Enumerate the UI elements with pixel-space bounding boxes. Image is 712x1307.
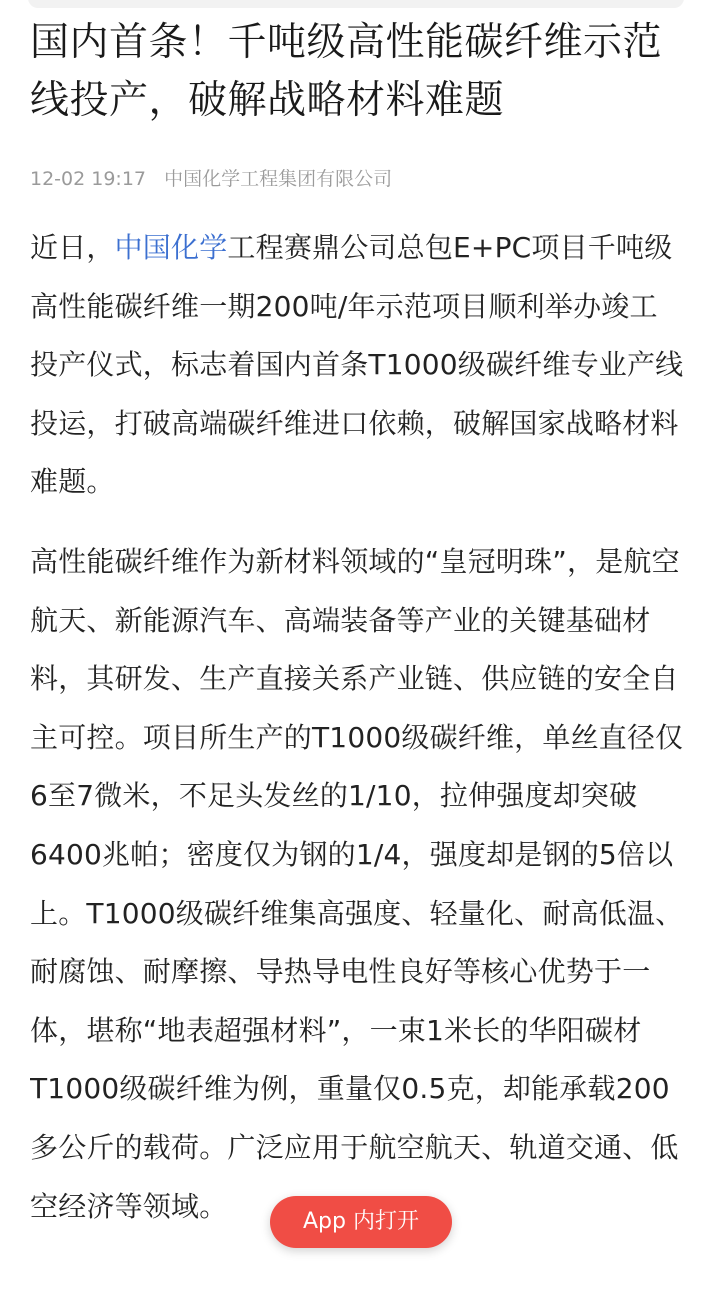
open-in-app-button[interactable]: App 内打开 xyxy=(270,1196,452,1248)
paragraph-1-prefix: 近日， xyxy=(30,231,115,264)
article-meta xyxy=(30,166,684,192)
company-link[interactable]: 中国化学 xyxy=(114,231,228,264)
article-title: 国内首条！千吨级高性能碳纤维示范线投产，破解战略材料难题 xyxy=(30,20,663,123)
paragraph-1 xyxy=(30,219,684,512)
source-name[interactable]: 中国化学工程集团有限公司 xyxy=(164,168,393,190)
publish-time: 12-02 19:17 xyxy=(30,168,147,190)
paragraph-2: 高性能碳纤维作为新材料领域的“皇冠明珠”，是航空航天、新能源汽车、高端装备等产业的关键基础材料，其研发、生产直接关系产业链、供应链的安全自主可控。项目所生产的T1000级碳纤维，单丝直径仅6至7微米，不足头发丝的1/10，拉伸强度却突破6400兆帕；密度仅为钢的1/4，强度却是钢的5倍以上。T1000级碳纤维集高强度、轻量化、耐高低温、耐腐蚀、耐摩擦、导热导电性良好等核心优势于一体，堪称“地表超强材料”，一束1米长的华阳碳材T1000级碳纤维为例，重量仅0.5克，却能承载200多公斤的载荷。广泛应用于航空航天、轨道交通、低空经济等领域。 xyxy=(30,545,684,1223)
paragraph-1-text: 工程赛鼎公司总包E+PC项目千吨级高性能碳纤维一期200吨/年示范项目顺利举办竣工投产仪式，标志着国内首条T1000级碳纤维专业产线投运，打破高端碳纤维进口依赖，破解国家战略材料难题。 xyxy=(30,231,684,499)
article xyxy=(30,0,684,1268)
